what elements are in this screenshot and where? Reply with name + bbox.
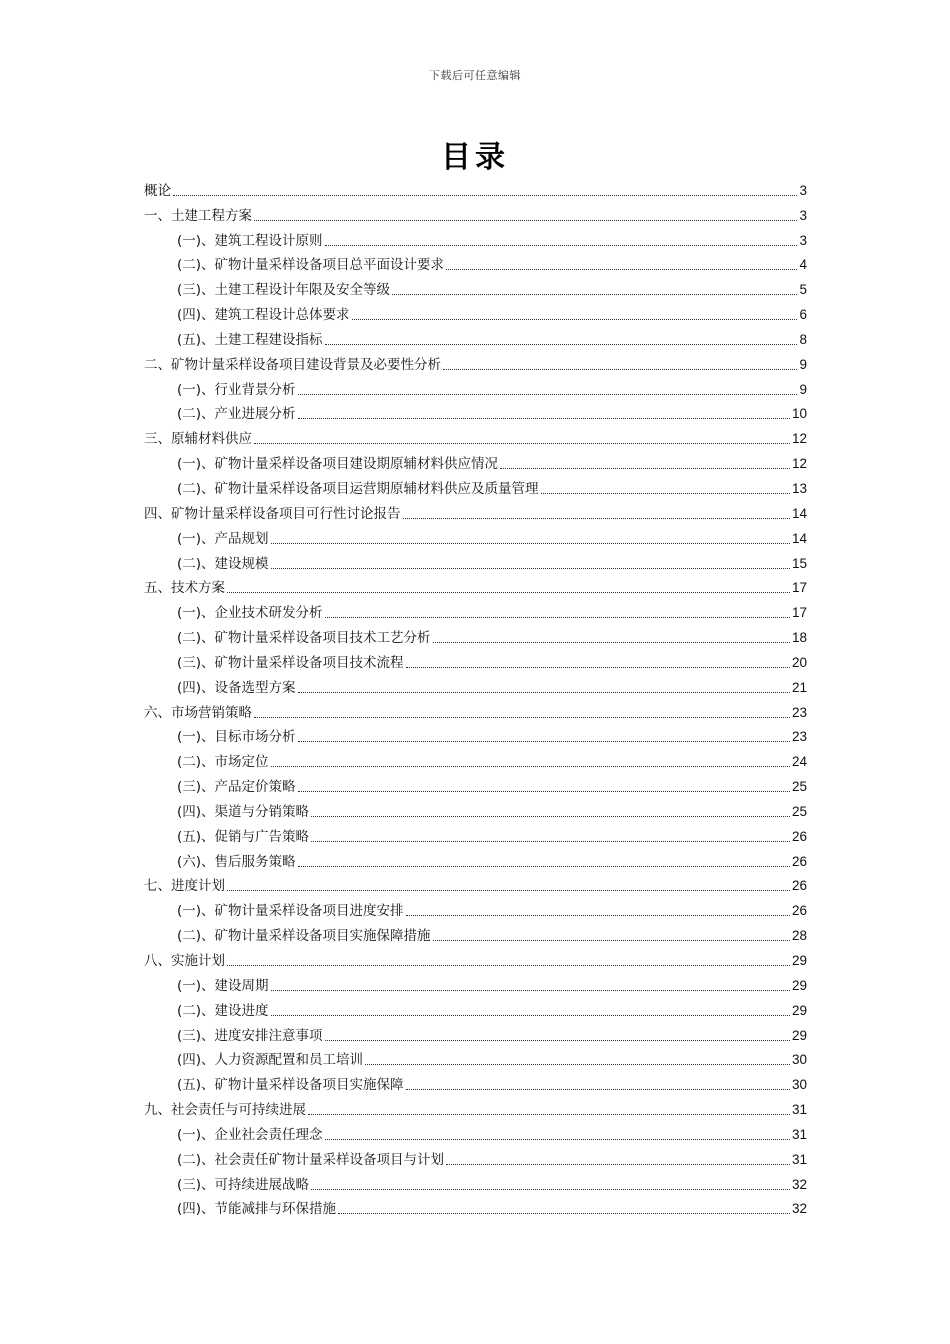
toc-dot-leader [298, 866, 790, 867]
toc-entry[interactable] [144, 1095, 807, 1120]
toc-dot-leader [227, 592, 790, 593]
toc-entry-page: 17 [791, 580, 807, 596]
toc-entry-page: 3 [799, 207, 807, 223]
toc-entry-page: 12 [791, 431, 807, 447]
toc-dot-leader [446, 1164, 790, 1165]
toc-dot-leader [311, 841, 790, 842]
toc-entry-page: 12 [791, 456, 807, 472]
toc-entry-page: 3 [799, 232, 807, 248]
toc-entry-page: 26 [791, 903, 807, 919]
toc-entry-page: 31 [791, 1102, 807, 1118]
toc-entry[interactable] [144, 251, 807, 276]
toc-entry-text: (四)、渠道与分销策略 [177, 803, 310, 820]
toc-entry-text: (四)、建筑工程设计总体要求 [177, 307, 350, 324]
toc-dot-leader [173, 195, 797, 196]
toc-entry-text: (一)、建设周期 [177, 977, 269, 994]
toc-entry[interactable] [144, 797, 807, 822]
toc-entry-text: (二)、矿物计量采样设备项目实施保障措施 [177, 928, 431, 945]
toc-dot-leader [433, 642, 790, 643]
toc-entry-text: (一)、企业技术研发分析 [177, 605, 323, 622]
toc-dot-leader [298, 692, 790, 693]
toc-entry-text: (三)、进度安排注意事项 [177, 1027, 323, 1044]
toc-entry-text: (三)、产品定价策略 [177, 779, 296, 796]
toc-entry-text: (四)、人力资源配置和员工培训 [177, 1052, 364, 1069]
toc-entry-text: 六、市场营销策略 [144, 704, 252, 721]
toc-entry-text: (一)、矿物计量采样设备项目建设期原辅材料供应情况 [177, 456, 499, 473]
toc-entry[interactable] [144, 822, 807, 847]
toc-entry[interactable] [144, 325, 807, 350]
toc-entry-page: 20 [791, 654, 807, 670]
toc-entry[interactable] [144, 201, 807, 226]
toc-entry-text: (二)、产业进展分析 [177, 406, 296, 423]
toc-dot-leader [541, 493, 790, 494]
toc-entry-page: 14 [791, 530, 807, 546]
toc-entry-page: 23 [791, 729, 807, 745]
toc-entry-page: 5 [799, 282, 807, 298]
toc-dot-leader [271, 543, 790, 544]
toc-entry-text: (二)、矿物计量采样设备项目总平面设计要求 [177, 257, 445, 274]
toc-dot-leader [227, 965, 790, 966]
toc-dot-leader [227, 890, 790, 891]
toc-entry-text: (五)、土建工程建设指标 [177, 331, 323, 348]
toc-entry-page: 25 [791, 779, 807, 795]
toc-dot-leader [298, 741, 790, 742]
toc-entry-text: 四、矿物计量采样设备项目可行性讨论报告 [144, 505, 401, 522]
toc-dot-leader [406, 915, 790, 916]
toc-dot-leader [325, 617, 790, 618]
toc-dot-leader [325, 1139, 790, 1140]
toc-entry-text: 一、土建工程方案 [144, 207, 252, 224]
toc-entry-page: 9 [799, 356, 807, 372]
toc-entry-page: 17 [791, 605, 807, 621]
toc-entry[interactable] [144, 772, 807, 797]
toc-dot-leader [325, 245, 798, 246]
toc-entry-page: 32 [791, 1201, 807, 1217]
toc-entry-page: 9 [799, 381, 807, 397]
toc-dot-leader [325, 344, 798, 345]
toc-dot-leader [271, 568, 790, 569]
toc-entry-text: (四)、节能减排与环保措施 [177, 1201, 337, 1218]
toc-entry-page: 6 [799, 307, 807, 323]
toc-dot-leader [365, 1064, 790, 1065]
toc-entry-text: 七、进度计划 [144, 878, 225, 895]
toc-entry-text: (一)、建筑工程设计原则 [177, 232, 323, 249]
toc-entry[interactable] [144, 1070, 807, 1095]
toc-entry-text: (二)、矿物计量采样设备项目技术工艺分析 [177, 630, 431, 647]
toc-entry-text: (二)、市场定位 [177, 754, 269, 771]
toc-entry-page: 30 [791, 1077, 807, 1093]
toc-entry[interactable] [144, 1120, 807, 1145]
toc-dot-leader [338, 1213, 790, 1214]
toc-dot-leader [254, 443, 790, 444]
toc-entry[interactable] [144, 921, 807, 946]
toc-entry[interactable] [144, 524, 807, 549]
toc-dot-leader [500, 468, 790, 469]
toc-dot-leader [443, 369, 797, 370]
toc-entry[interactable] [144, 474, 807, 499]
toc-dot-leader [311, 1189, 790, 1190]
toc-entry[interactable] [144, 176, 807, 201]
toc-entry-page: 21 [791, 679, 807, 695]
toc-entry-text: (一)、企业社会责任理念 [177, 1126, 323, 1143]
toc-entry[interactable] [144, 549, 807, 574]
toc-entry[interactable] [144, 673, 807, 698]
toc-dot-leader [352, 319, 798, 320]
toc-dot-leader [392, 294, 797, 295]
toc-entry-page: 29 [791, 1002, 807, 1018]
toc-entry[interactable] [144, 1046, 807, 1071]
toc-entry[interactable] [144, 946, 807, 971]
toc-entry-page: 10 [791, 406, 807, 422]
toc-entry[interactable] [144, 499, 807, 524]
toc-entry[interactable] [144, 1021, 807, 1046]
toc-entry-page: 28 [791, 928, 807, 944]
toc-entry[interactable] [144, 598, 807, 623]
toc-entry[interactable] [144, 896, 807, 921]
toc-entry[interactable] [144, 300, 807, 325]
toc-entry[interactable] [144, 996, 807, 1021]
toc-dot-leader [298, 791, 790, 792]
toc-entry-text: 三、原辅材料供应 [144, 431, 252, 448]
toc-entry-text: 五、技术方案 [144, 580, 225, 597]
toc-entry-text: 九、社会责任与可持续进展 [144, 1102, 306, 1119]
toc-entry-page: 30 [791, 1052, 807, 1068]
toc-entry-text: (六)、售后服务策略 [177, 853, 296, 870]
toc-entry-text: (一)、行业背景分析 [177, 381, 296, 398]
toc-entry-text: 八、实施计划 [144, 953, 225, 969]
toc-entry-page: 3 [799, 182, 807, 198]
toc-entry[interactable] [144, 971, 807, 996]
toc-entry-page: 14 [791, 505, 807, 521]
toc-entry-text: (五)、矿物计量采样设备项目实施保障 [177, 1077, 404, 1094]
toc-entry-text: (三)、矿物计量采样设备项目技术流程 [177, 654, 404, 671]
toc-entry[interactable] [144, 648, 807, 673]
toc-dot-leader [271, 1015, 790, 1016]
toc-entry-page: 13 [791, 480, 807, 496]
toc-entry[interactable] [144, 1195, 807, 1220]
toc-entry-page: 26 [791, 828, 807, 844]
toc-entry[interactable] [144, 1145, 807, 1170]
toc-entry-text: (三)、土建工程设计年限及安全等级 [177, 282, 391, 299]
toc-dot-leader [254, 220, 797, 221]
toc-dot-leader [271, 990, 790, 991]
toc-dot-leader [254, 717, 790, 718]
header-note: 下载后可任意编辑 [429, 69, 521, 82]
toc-entry-text: (一)、矿物计量采样设备项目进度安排 [177, 903, 404, 920]
toc-entry-page: 8 [799, 331, 807, 347]
toc-entry[interactable] [144, 449, 807, 474]
toc-entry-page: 31 [791, 1151, 807, 1167]
toc-entry-page: 29 [791, 1027, 807, 1043]
page-title: 目录 [441, 140, 509, 175]
toc-dot-leader [271, 766, 790, 767]
toc-entry[interactable] [144, 375, 807, 400]
toc-entry[interactable] [144, 424, 807, 449]
toc-entry-page: 15 [791, 555, 807, 571]
toc-entry-page: 18 [791, 630, 807, 646]
table-of-contents [144, 176, 807, 1219]
toc-entry[interactable] [144, 623, 807, 648]
toc-dot-leader [308, 1114, 790, 1115]
toc-dot-leader [433, 940, 790, 941]
toc-dot-leader [311, 816, 790, 817]
toc-entry-page: 23 [791, 704, 807, 720]
toc-entry[interactable] [144, 1170, 807, 1195]
toc-entry-text: (二)、建设规模 [177, 555, 269, 572]
toc-entry-page: 32 [791, 1176, 807, 1192]
toc-entry[interactable] [144, 400, 807, 425]
toc-entry-page: 4 [799, 257, 807, 273]
toc-entry-page: 26 [791, 853, 807, 869]
toc-entry-page: 26 [791, 878, 807, 894]
toc-entry[interactable] [144, 275, 807, 300]
toc-dot-leader [446, 269, 797, 270]
toc-entry-text: (二)、矿物计量采样设备项目运营期原辅材料供应及质量管理 [177, 480, 539, 497]
toc-dot-leader [298, 394, 798, 395]
toc-entry-text: (五)、促销与广告策略 [177, 828, 310, 845]
toc-dot-leader [325, 1040, 790, 1041]
toc-entry-text: 二、矿物计量采样设备项目建设背景及必要性分析 [144, 356, 441, 373]
toc-entry-page: 24 [791, 754, 807, 770]
toc-entry[interactable] [144, 723, 807, 748]
toc-entry[interactable] [144, 698, 807, 723]
toc-entry-text: (二)、建设进度 [177, 1002, 269, 1019]
toc-entry-page: 29 [791, 953, 807, 968]
toc-entry-text: (四)、设备选型方案 [177, 679, 296, 696]
toc-entry-text: (二)、社会责任矿物计量采样设备项目与计划 [177, 1151, 445, 1168]
toc-entry-page: 25 [791, 803, 807, 819]
toc-dot-leader [298, 418, 790, 419]
toc-entry[interactable] [144, 350, 807, 375]
toc-dot-leader [406, 1089, 790, 1090]
toc-entry[interactable] [144, 574, 807, 599]
toc-entry[interactable] [144, 747, 807, 772]
toc-dot-leader [406, 667, 790, 668]
toc-entry-page: 31 [791, 1126, 807, 1142]
toc-dot-leader [403, 518, 790, 519]
toc-entry[interactable] [144, 872, 807, 897]
toc-entry-text: (三)、可持续进展战略 [177, 1176, 310, 1193]
toc-entry-text: (一)、产品规划 [177, 530, 269, 547]
toc-entry[interactable] [144, 226, 807, 251]
toc-entry-text: (一)、目标市场分析 [177, 729, 296, 746]
toc-entry-text: 概论 [144, 182, 171, 199]
toc-entry[interactable] [144, 847, 807, 872]
toc-entry-page: 29 [791, 977, 807, 993]
